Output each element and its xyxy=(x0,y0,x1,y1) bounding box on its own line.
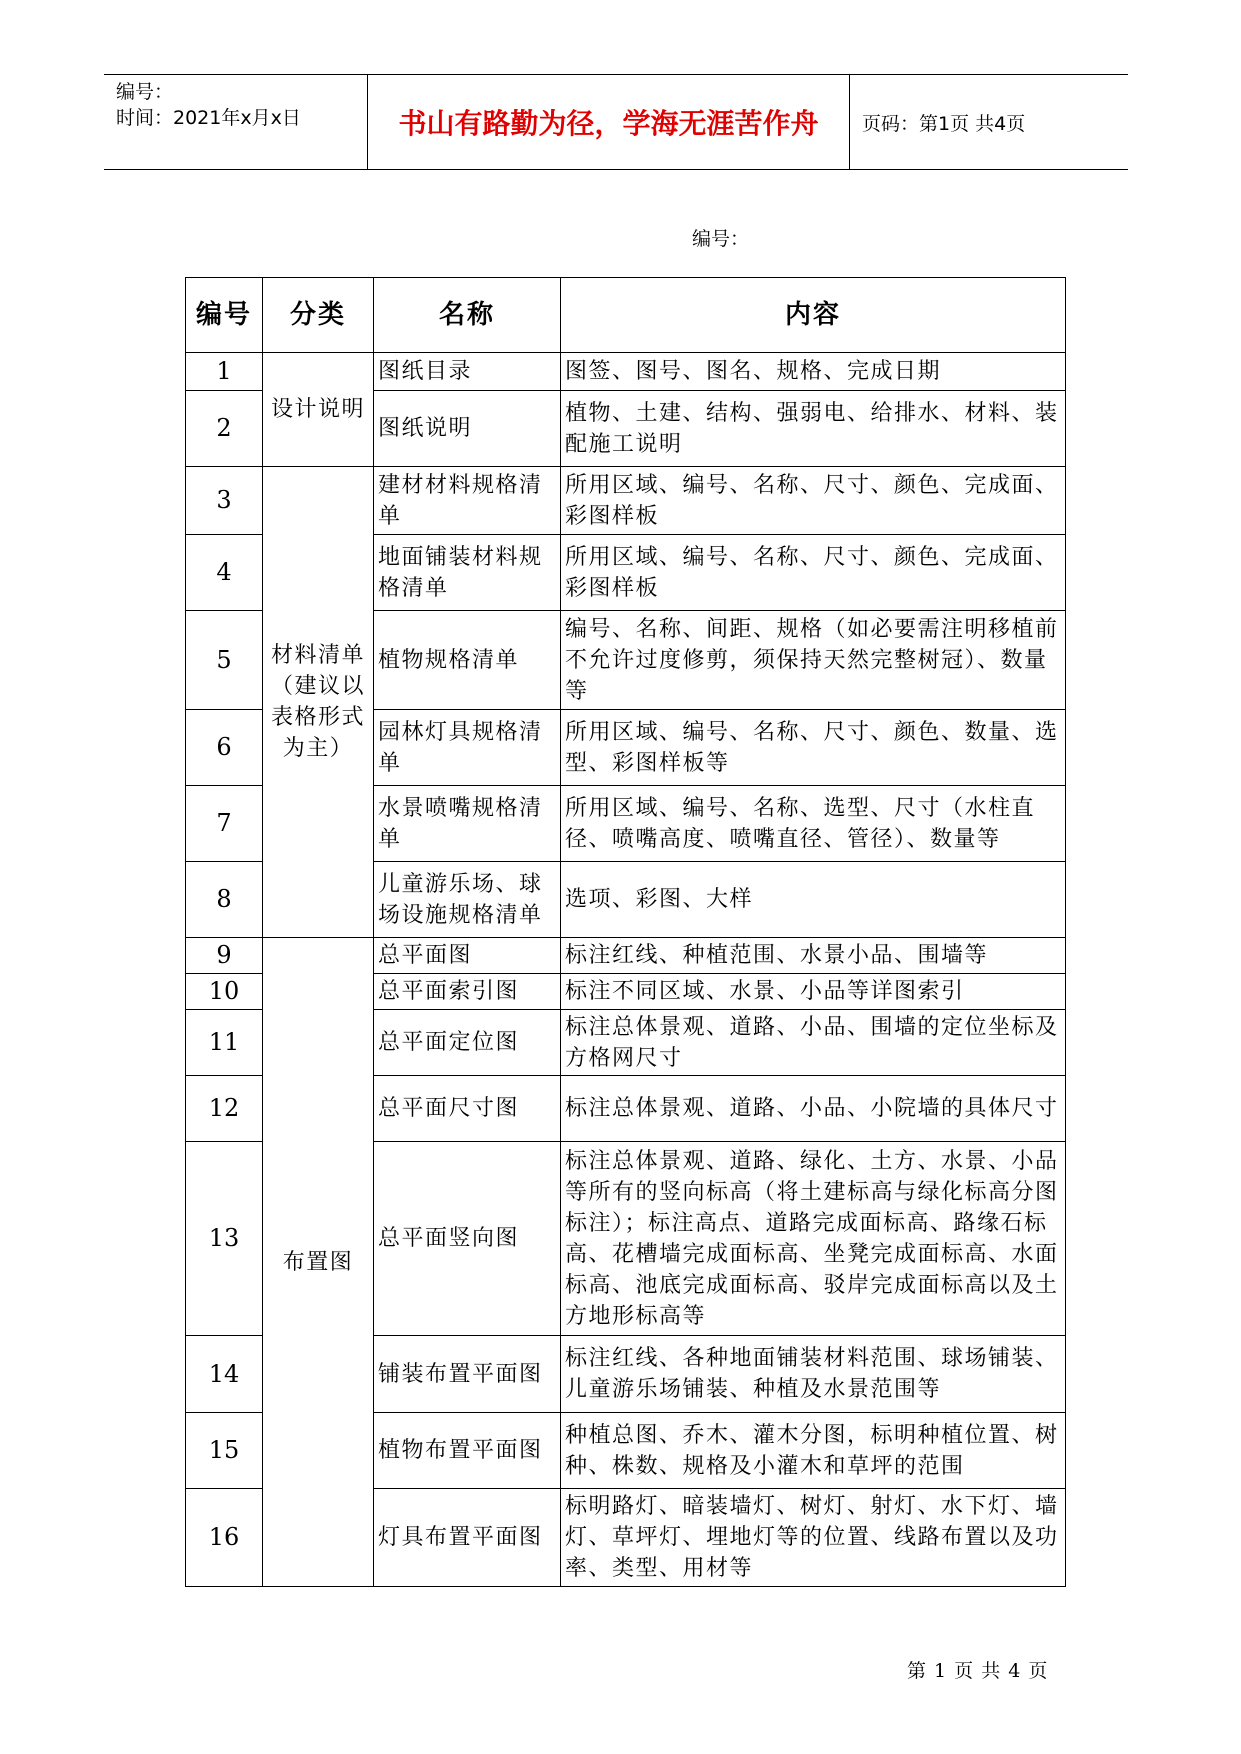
document-code-label: 编号： xyxy=(692,228,750,250)
table-row xyxy=(186,353,1066,391)
page-header xyxy=(104,74,1128,170)
row-name: 地面铺装材料规格清单 xyxy=(374,535,561,611)
row-content: 编号、名称、间距、规格（如必要需注明移植前不允许过度修剪，须保持天然完整树冠）、数量等 xyxy=(561,611,1066,710)
row-number: 12 xyxy=(186,1076,263,1142)
row-name: 总平面尺寸图 xyxy=(374,1076,561,1142)
row-content: 选项、彩图、大样 xyxy=(561,862,1066,938)
row-number: 4 xyxy=(186,535,263,611)
row-content: 标注红线、各种地面铺装材料范围、球场铺装、儿童游乐场铺装、种植及水景范围等 xyxy=(561,1336,1066,1413)
row-number: 5 xyxy=(186,611,263,710)
table-row xyxy=(186,938,1066,974)
row-content: 所用区域、编号、名称、尺寸、颜色、完成面、彩图样板 xyxy=(561,535,1066,611)
header-code-label: 编号： xyxy=(116,81,174,103)
row-number: 15 xyxy=(186,1413,263,1489)
row-content: 标注不同区域、水景、小品等详图索引 xyxy=(561,974,1066,1010)
page-footer: 第 1 页 共 4 页 xyxy=(907,1660,1049,1682)
header-cell-name: 名称 xyxy=(374,278,561,353)
row-number: 6 xyxy=(186,710,263,786)
row-content: 标注总体景观、道路、绿化、土方、水景、小品等所有的竖向标高（将土建标高与绿化标高分图标注）；标注高点、道路完成面标高、路缘石标高、花槽墙完成面标高、坐凳完成面标高、水面标高、池底完成面标高、驳岸完成面标高以及土方地形标高等 xyxy=(561,1142,1066,1336)
header-divider-right xyxy=(849,75,850,169)
category-cell: 材料清单（建议以表格形式为主） xyxy=(263,467,374,938)
row-name: 植物布置平面图 xyxy=(374,1413,561,1489)
row-content: 所用区域、编号、名称、尺寸、颜色、完成面、彩图样板 xyxy=(561,467,1066,535)
row-number: 16 xyxy=(186,1489,263,1587)
category-cell: 设计说明 xyxy=(263,353,374,467)
row-name: 儿童游乐场、球场设施规格清单 xyxy=(374,862,561,938)
row-content: 标注红线、种植范围、水景小品、围墙等 xyxy=(561,938,1066,974)
row-content: 植物、土建、结构、强弱电、给排水、材料、装配施工说明 xyxy=(561,391,1066,467)
row-name: 建材材料规格清单 xyxy=(374,467,561,535)
row-number: 2 xyxy=(186,391,263,467)
row-content: 所用区域、编号、名称、选型、尺寸（水柱直径、喷嘴高度、喷嘴直径、管径）、数量等 xyxy=(561,786,1066,862)
row-content: 标明路灯、暗装墙灯、树灯、射灯、水下灯、墙灯、草坪灯、埋地灯等的位置、线路布置以及功率、类型、用材等 xyxy=(561,1489,1066,1587)
row-name: 灯具布置平面图 xyxy=(374,1489,561,1587)
header-cell-category: 分类 xyxy=(263,278,374,353)
row-number: 10 xyxy=(186,974,263,1010)
header-page-info: 页码：第1页 共4页 xyxy=(862,112,1026,135)
row-name: 植物规格清单 xyxy=(374,611,561,710)
row-number: 1 xyxy=(186,353,263,391)
row-number: 11 xyxy=(186,1010,263,1076)
row-name: 总平面竖向图 xyxy=(374,1142,561,1336)
header-time-label: 时间：2021年x月x日 xyxy=(116,107,301,129)
row-name: 水景喷嘴规格清单 xyxy=(374,786,561,862)
row-content: 标注总体景观、道路、小品、围墙的定位坐标及方格网尺寸 xyxy=(561,1010,1066,1076)
row-number: 3 xyxy=(186,467,263,535)
row-name: 图纸说明 xyxy=(374,391,561,467)
row-name: 总平面定位图 xyxy=(374,1010,561,1076)
row-name: 总平面图 xyxy=(374,938,561,974)
header-motto: 书山有路勤为径，学海无涯苦作舟 xyxy=(398,107,819,140)
row-name: 铺装布置平面图 xyxy=(374,1336,561,1413)
row-content: 标注总体景观、道路、小品、小院墙的具体尺寸 xyxy=(561,1076,1066,1142)
table-header-row xyxy=(186,278,1066,353)
table-row xyxy=(186,467,1066,535)
row-name: 图纸目录 xyxy=(374,353,561,391)
category-cell: 布置图 xyxy=(263,938,374,1587)
row-content: 所用区域、编号、名称、尺寸、颜色、数量、选型、彩图样板等 xyxy=(561,710,1066,786)
header-meta xyxy=(116,75,368,169)
row-name: 总平面索引图 xyxy=(374,974,561,1010)
row-number: 7 xyxy=(186,786,263,862)
row-content: 图签、图号、图名、规格、完成日期 xyxy=(561,353,1066,391)
row-number: 9 xyxy=(186,938,263,974)
row-number: 13 xyxy=(186,1142,263,1336)
row-number: 14 xyxy=(186,1336,263,1413)
row-content: 种植总图、乔木、灌木分图，标明种植位置、树种、株数、规格及小灌木和草坪的范围 xyxy=(561,1413,1066,1489)
drawing-spec-table xyxy=(185,277,1066,1587)
row-number: 8 xyxy=(186,862,263,938)
header-cell-content: 内容 xyxy=(561,278,1066,353)
row-name: 园林灯具规格清单 xyxy=(374,710,561,786)
header-cell-number: 编号 xyxy=(186,278,263,353)
